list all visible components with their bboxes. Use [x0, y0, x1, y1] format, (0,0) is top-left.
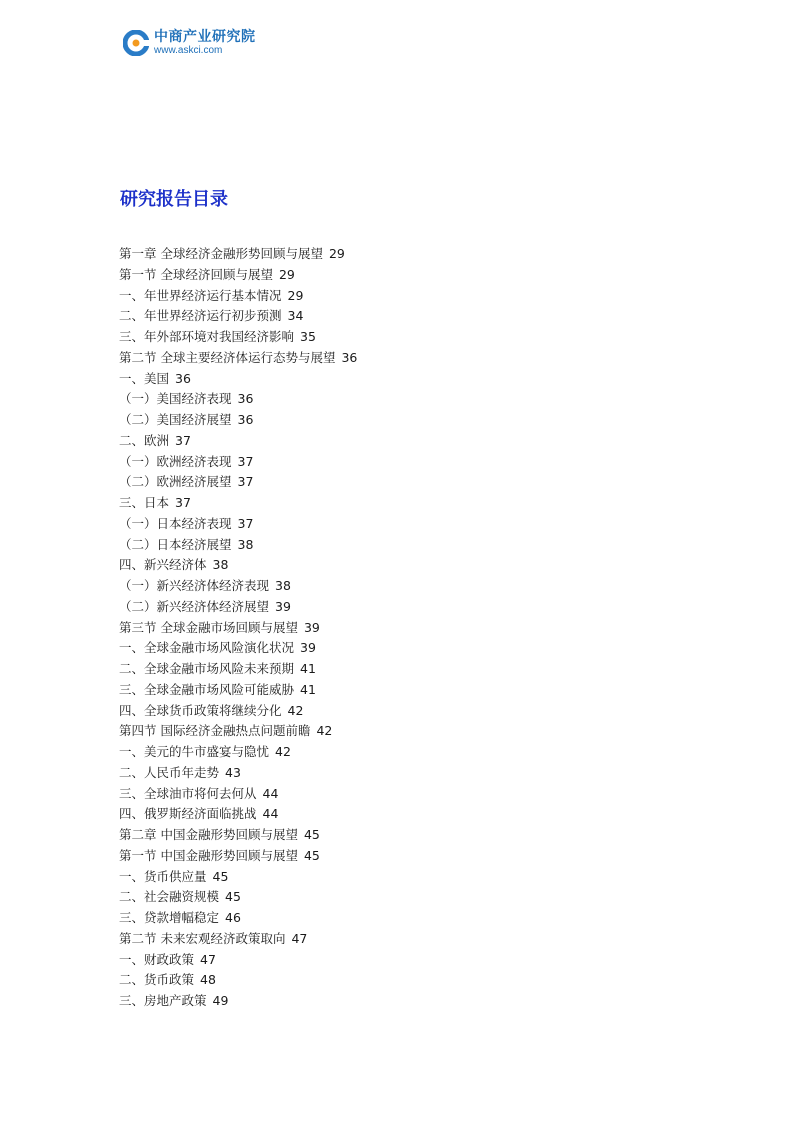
toc-entry: [119, 929, 357, 950]
toc-entry: [119, 867, 357, 888]
askci-logo-icon: [123, 30, 149, 56]
toc-entry-text: 二、年世界经济运行初步预测: [119, 308, 282, 324]
toc-entry: [119, 846, 357, 867]
toc-entry-page: 39: [303, 619, 320, 635]
toc-entry: [119, 389, 357, 410]
toc-entry: [119, 306, 357, 327]
table-of-contents: [119, 244, 357, 1012]
toc-entry: [119, 742, 357, 763]
toc-entry: [119, 493, 357, 514]
toc-entry: [119, 908, 357, 929]
toc-entry: [119, 701, 357, 722]
toc-entry: [119, 970, 357, 991]
toc-entry-text: 第三节 全球金融市场回顾与展望: [119, 619, 298, 635]
toc-entry: [119, 410, 357, 431]
toc-entry-text: 三、日本: [119, 495, 170, 510]
toc-entry-page: 45: [303, 827, 320, 842]
toc-entry-page: 34: [287, 308, 304, 324]
toc-entry: [119, 514, 357, 535]
toc-entry-page: 44: [262, 785, 279, 801]
toc-entry-page: 45: [303, 847, 320, 863]
toc-entry-page: 39: [275, 598, 291, 614]
logo-name: 中商产业研究院: [154, 29, 256, 45]
toc-entry-page: 37: [237, 453, 254, 469]
toc-entry-text: 第二章 中国金融形势回顾与展望: [119, 827, 298, 842]
toc-entry-text: 四、全球货币政策将继续分化: [119, 702, 282, 718]
toc-entry: [119, 472, 357, 493]
toc-entry-page: 47: [291, 930, 308, 946]
toc-entry-text: 三、全球金融市场风险可能威胁: [119, 681, 295, 697]
toc-entry-text: 二、社会融资规模: [119, 889, 220, 905]
toc-entry: [119, 327, 357, 348]
toc-entry-text: 三、全球油市将何去何从: [119, 785, 257, 801]
toc-entry-page: 29: [287, 287, 304, 303]
toc-entry-text: （一）日本经济表现: [119, 515, 232, 531]
toc-entry-text: 二、欧洲: [119, 432, 170, 448]
toc-entry-page: 36: [237, 391, 254, 407]
toc-entry-text: （二）美国经济展望: [119, 412, 232, 427]
toc-entry: [119, 369, 357, 390]
toc-entry-page: 45: [212, 868, 229, 884]
toc-entry-text: （一）欧洲经济表现: [119, 453, 232, 469]
toc-entry-page: 42: [316, 723, 333, 739]
toc-entry: [119, 825, 357, 846]
toc-entry-page: 29: [328, 246, 345, 261]
toc-entry-text: （二）欧洲经济展望: [119, 474, 232, 490]
toc-entry-page: 42: [275, 744, 291, 759]
toc-entry-text: （二）新兴经济体经济展望: [119, 598, 270, 614]
toc-entry-page: 41: [300, 661, 316, 676]
toc-entry: [119, 618, 357, 639]
toc-entry-page: 37: [237, 474, 254, 490]
toc-entry-text: 二、全球金融市场风险未来预期: [119, 661, 295, 676]
toc-entry-text: （一）新兴经济体经济表现: [119, 578, 270, 593]
toc-entry-page: 36: [175, 370, 191, 386]
toc-entry-text: 第二节 全球主要经济体运行态势与展望: [119, 349, 336, 365]
toc-entry-text: 四、新兴经济体: [119, 557, 207, 573]
toc-entry-page: 39: [300, 640, 316, 656]
logo: [123, 28, 256, 58]
toc-entry: [119, 265, 357, 286]
toc-entry-text: 三、年外部环境对我国经济影响: [119, 329, 295, 344]
toc-entry-page: 35: [300, 329, 316, 344]
toc-entry-page: 37: [175, 432, 191, 448]
toc-entry-text: 一、全球金融市场风险演化状况: [119, 640, 295, 656]
page-title: 研究报告目录: [120, 189, 228, 210]
toc-entry-text: 一、年世界经济运行基本情况: [119, 287, 282, 303]
toc-entry-page: 37: [237, 515, 254, 531]
logo-url: www.askci.com: [154, 45, 223, 56]
toc-entry-page: 44: [262, 806, 279, 822]
toc-entry-text: 二、货币政策: [119, 972, 195, 988]
toc-entry-page: 36: [341, 349, 358, 365]
toc-entry-text: 第二节 未来宏观经济政策取向: [119, 930, 286, 946]
toc-entry-text: 三、房地产政策: [119, 993, 207, 1008]
toc-entry-page: 41: [300, 681, 316, 697]
toc-entry: [119, 763, 357, 784]
toc-entry-text: 三、贷款增幅稳定: [119, 910, 220, 925]
toc-entry-page: 49: [212, 993, 229, 1008]
toc-entry: [119, 286, 357, 307]
toc-entry-text: 第四节 国际经济金融热点问题前瞻: [119, 723, 311, 739]
toc-entry-text: 一、美元的牛市盛宴与隐忧: [119, 744, 270, 759]
toc-entry-text: （一）美国经济表现: [119, 391, 232, 407]
toc-entry-text: 四、俄罗斯经济面临挑战: [119, 806, 257, 822]
toc-entry: [119, 348, 357, 369]
toc-entry-page: 29: [278, 266, 295, 282]
toc-entry: [119, 244, 357, 265]
toc-entry-text: 一、美国: [119, 370, 170, 386]
toc-entry: [119, 452, 357, 473]
toc-entry: [119, 991, 357, 1012]
toc-entry-page: 46: [225, 910, 241, 925]
toc-entry: [119, 555, 357, 576]
toc-entry-text: （二）日本经济展望: [119, 536, 232, 552]
toc-entry-page: 38: [237, 536, 254, 552]
toc-entry: [119, 638, 357, 659]
toc-entry-page: 36: [237, 412, 254, 427]
toc-entry: [119, 659, 357, 680]
toc-entry-page: 47: [200, 951, 216, 967]
toc-entry-text: 一、财政政策: [119, 951, 195, 967]
toc-entry-page: 37: [175, 495, 191, 510]
toc-entry: [119, 784, 357, 805]
toc-entry-text: 二、人民币年走势: [119, 764, 220, 780]
toc-entry-page: 42: [287, 702, 304, 718]
toc-entry-text: 第一节 全球经济回顾与展望: [119, 266, 273, 282]
toc-entry: [119, 431, 357, 452]
toc-entry: [119, 721, 357, 742]
toc-entry: [119, 535, 357, 556]
toc-entry: [119, 576, 357, 597]
toc-entry: [119, 950, 357, 971]
toc-entry: [119, 804, 357, 825]
toc-entry-text: 第一章 全球经济金融形势回顾与展望: [119, 246, 323, 261]
toc-entry: [119, 680, 357, 701]
toc-entry: [119, 597, 357, 618]
toc-entry-page: 38: [212, 557, 229, 573]
toc-entry: [119, 887, 357, 908]
toc-entry-page: 45: [225, 889, 241, 905]
toc-entry-page: 43: [225, 764, 241, 780]
toc-entry-page: 48: [200, 972, 216, 988]
toc-entry-page: 38: [275, 578, 291, 593]
toc-entry-text: 第一节 中国金融形势回顾与展望: [119, 847, 298, 863]
toc-entry-text: 一、货币供应量: [119, 868, 207, 884]
